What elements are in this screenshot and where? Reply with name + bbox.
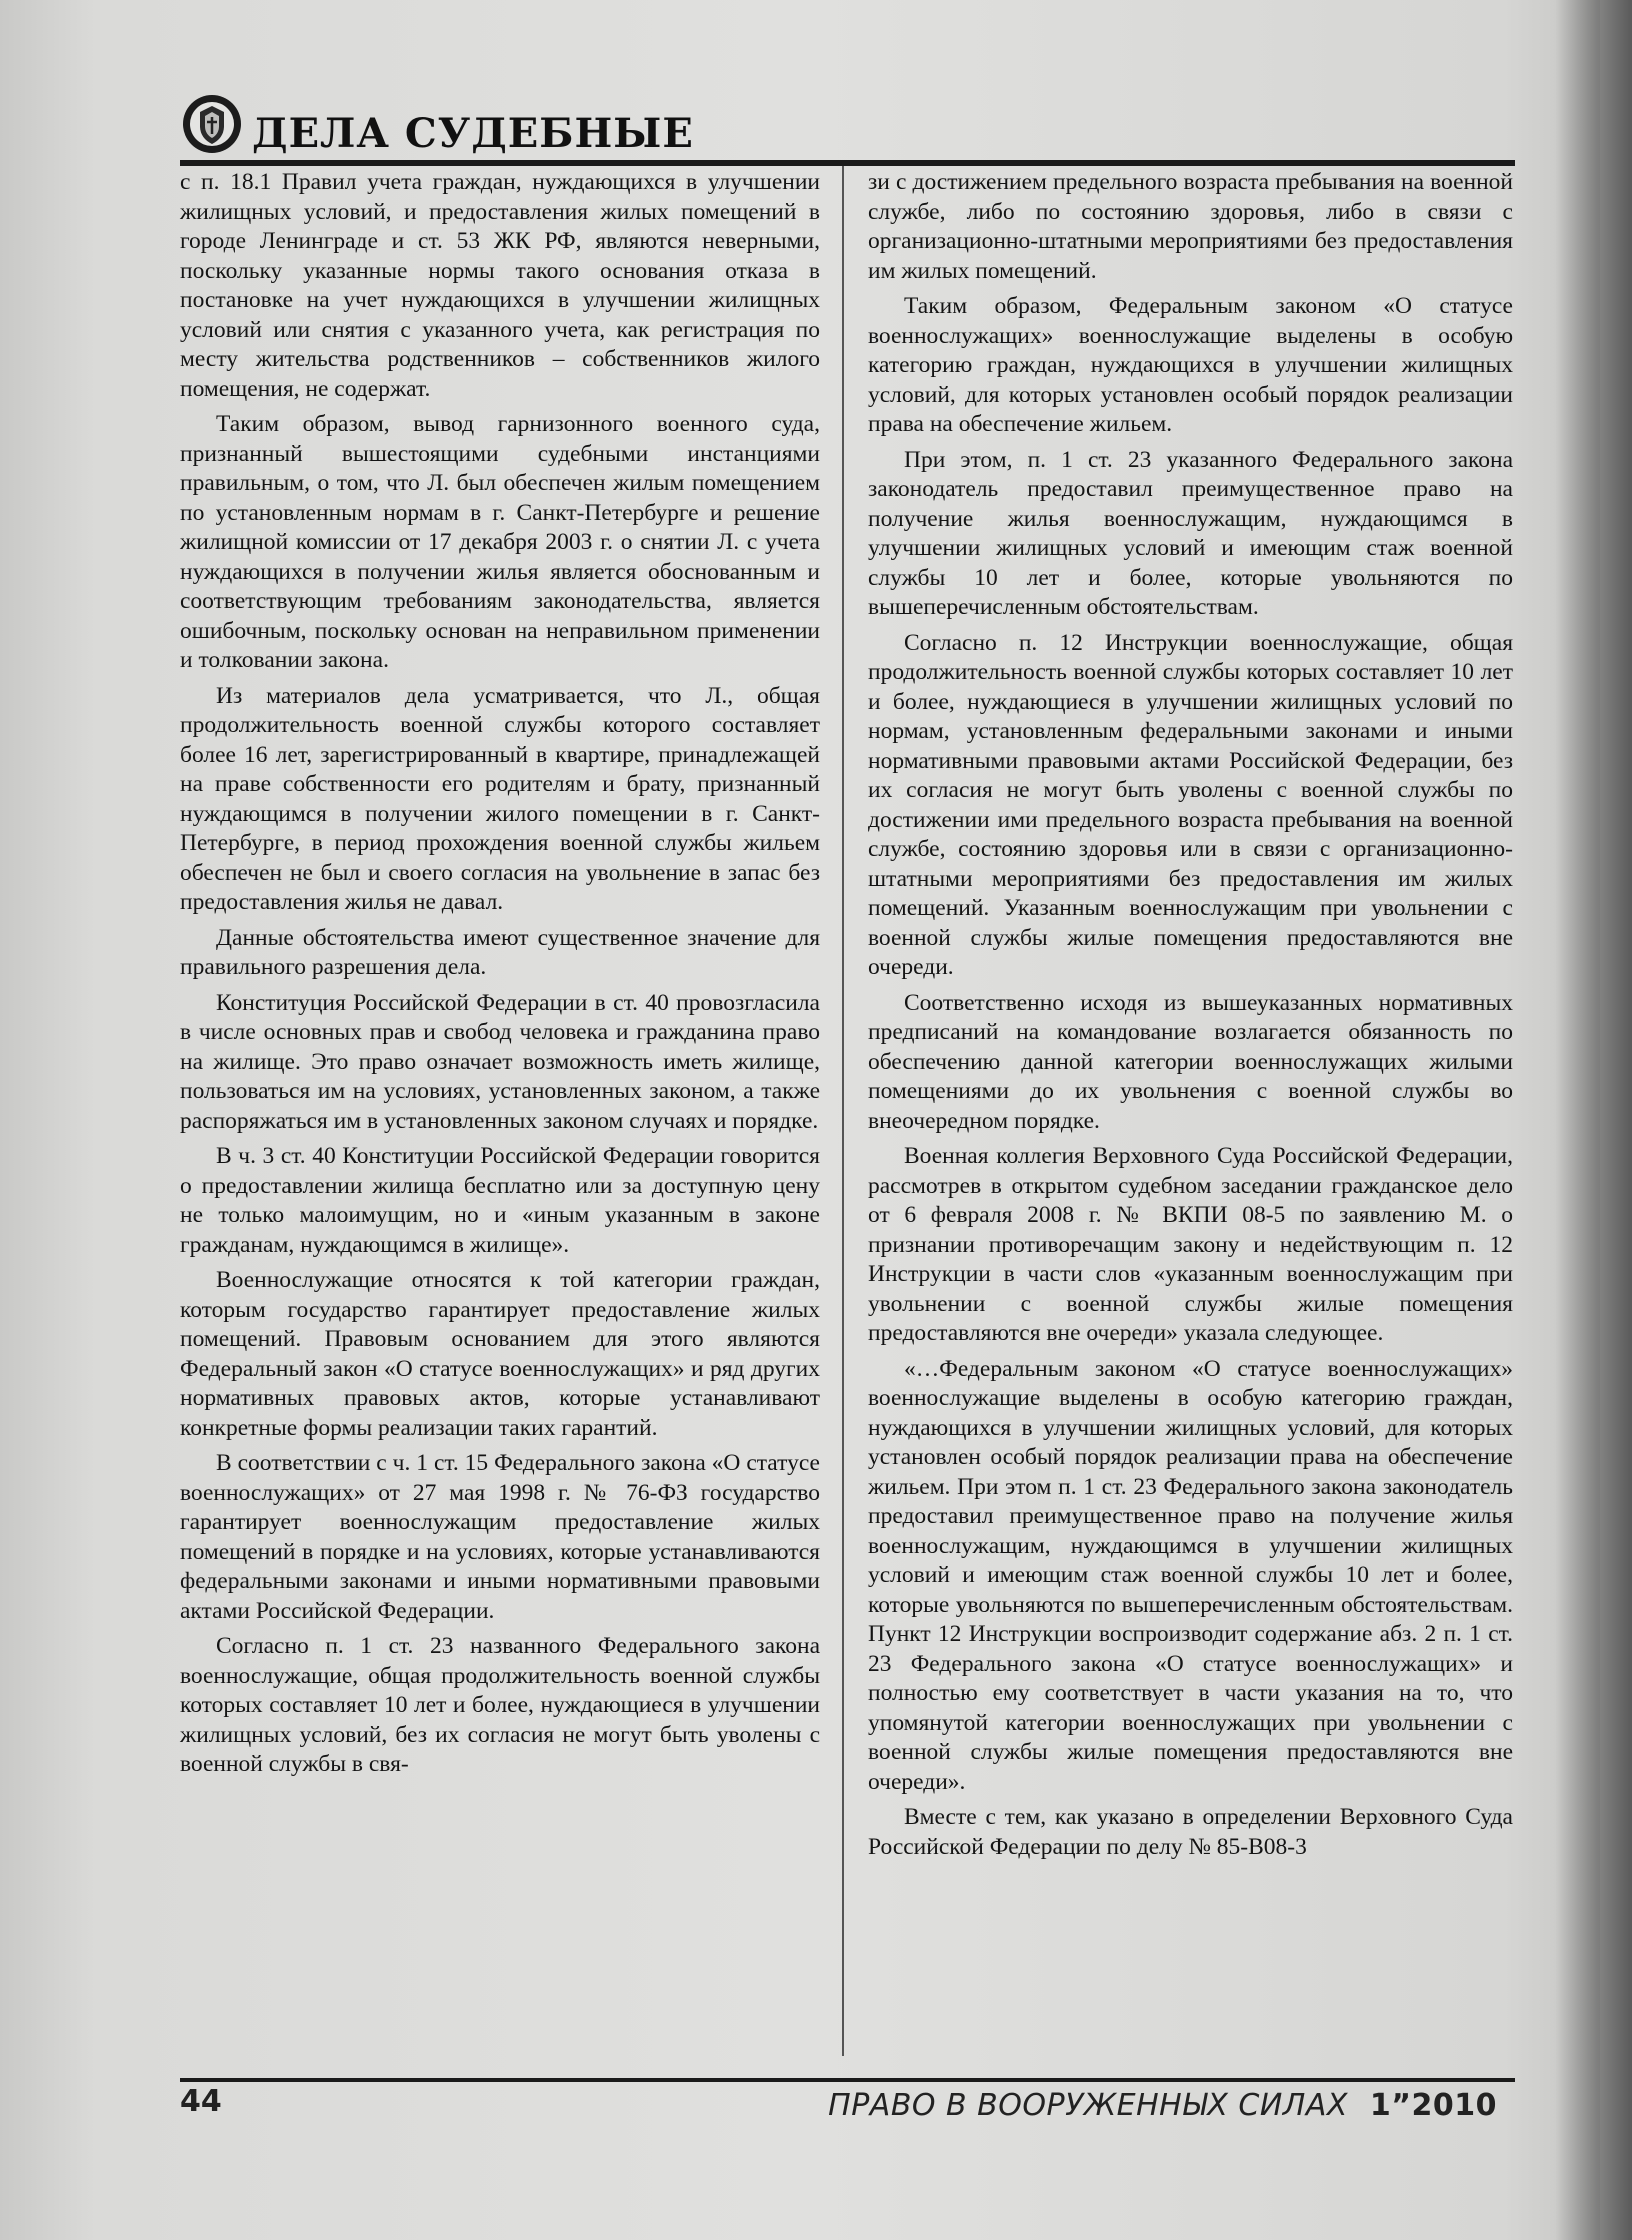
paragraph: Соответственно исходя из вышеуказанных нормативных предписаний на командование возлагается обязанность по обеспечению данной категории военнослужащих жилыми помещениями до их увольнения с военной службы во внеочередном порядке.	[868, 989, 1513, 1134]
paragraph: Вместе с тем, как указано в определении Верховного Суда Российской Федерации по делу № 85-В08-3	[868, 1804, 1513, 1860]
right-column	[868, 168, 1513, 1868]
section-header	[180, 92, 1515, 162]
paragraph: Согласно п. 1 ст. 23 названного Федерального закона военнослужащие, общая продолжительность военной службы которых составляет 10 лет и более, нуждающиеся в улучшении жилищных условий, без их согласия не могут быть уволены с военной службы в свя-	[180, 1633, 820, 1777]
paragraph: Таким образом, Федеральным законом «О статусе военнослужащих» военнослужащие выделены в особую категорию граждан, нуждающихся в улучшении жилищных условий, для которых установлен особый порядок реализации права на обеспечение жильем.	[868, 293, 1513, 437]
footer-rule	[180, 2078, 1515, 2082]
paragraph: «…Федеральным законом «О статусе военнослужащих» военнослужащие выделены в особую категорию граждан, нуждающихся в улучшении жилищных условий, для которых установлен особый порядок реализации права на обеспечение жильем. При этом п. 1 ст. 23 Федерального закона законодатель предоставил преимущественное право на получение жилья военнослужащим, нуждающимся в улучшении жилищных условий и имеющим стаж военной службы 10 лет и более, которые увольняются по вышеперечисленным обстоятельствам. Пункт 12 Инструкции воспроизводит содержание абз. 2 п. 1 ст. 23 Федерального закона «О статусе военнослужащих» и полностью ему соответствует в части указания на то, что упомянутой категории военнослужащих при увольнении с военной службы жилые помещения предоставляются вне очереди».	[868, 1355, 1513, 1795]
issue-number: 1”2010	[1369, 2088, 1497, 2123]
paragraph: Данные обстоятельства имеют существенное значение для правильного разрешения дела.	[180, 924, 820, 980]
paragraph: Военная коллегия Верховного Суда Российской Федерации, рассмотрев в открытом судебном заседании гражданское дело от 6 февраля 2008 г. № ВКПИ 08-5 по заявлению М. о признании противоречащим закону и недействующим п. 12 Инструкции в части слов «указанным военнослужащим при увольнении с военной службы жилые помещения предоставляются вне очереди» указала следующее.	[868, 1143, 1513, 1346]
emblem-icon	[180, 92, 244, 156]
column-divider	[842, 166, 844, 2056]
journal-title: ПРАВО В ВООРУЖЕННЫХ СИЛАХ	[828, 2088, 1348, 2123]
journal-footer	[828, 2088, 1497, 2123]
paragraph: При этом, п. 1 ст. 23 указанного Федерального закона законодатель предоставил преимущественное право на получение жилья военнослужащим, нуждающимся в улучшении жилищных условий и имеющим стаж военной службы 10 лет и более, которые увольняются по вышеперечисленным обстоятельствам.	[868, 446, 1513, 620]
paragraph: Конституция Российской Федерации в ст. 40 провозгласила в числе основных прав и свобод человека и гражданина право на жилище. Это право означает возможность иметь жилище, пользоваться им на условиях, установленных законом, а также распоряжаться им в установленных законом случаях и порядке.	[180, 989, 820, 1134]
paragraph: Согласно п. 12 Инструкции военнослужащие, общая продолжительность военной службы которых составляет 10 лет и более, нуждающиеся в улучшении жилищных условий по нормам, установленным федеральными законами и иными нормативными правовыми актами Российской Федерации, без их согласия не могут быть уволены с военной службы по достижении ими предельного возраста пребывания на военной службе, состоянию здоровья или в связи с организационно-штатными мероприятиями без предоставления им жилых помещений. Указанным военнослужащим при увольнении с военной службы жилые помещения предоставляются вне очереди.	[868, 629, 1513, 980]
paragraph: с п. 18.1 Правил учета граждан, нуждающихся в улучшении жилищных условий, и предоставления жилых помещений в городе Ленинграде и ст. 53 ЖК РФ, являются неверными, поскольку указанные нормы такого основания отказа в постановке на учет нуждающихся в улучшении жилищных условий или снятия с указанного учета, как регистрация по месту жительства родственников – собственников жилого помещения, не содержат.	[180, 169, 820, 402]
paragraph: Таким образом, вывод гарнизонного военного суда, признанный вышестоящими судебными инстанциями правильным, о том, что Л. был обеспечен жилым помещением по установленным нормам в г. Санкт-Петербурге и решение жилищной комиссии от 17 декабря 2003 г. о снятии Л. с учета нуждающихся в получении жилья является обоснованным и соответствующим требованиям законодательства, является ошибочным, поскольку основан на неправильном применении и толковании закона.	[180, 411, 820, 673]
paragraph: В соответствии с ч. 1 ст. 15 Федерального закона «О статусе военнослужащих» от 27 мая 1998 г. № 76-ФЗ государство гарантирует военнослужащим предоставление жилых помещений в порядке и на условиях, которые устанавливаются федеральными законами и иными нормативными правовыми актами Российской Федерации.	[180, 1450, 820, 1624]
section-title: ДЕЛА СУДЕБНЫЕ	[252, 110, 694, 157]
paragraph: Из материалов дела усматривается, что Л., общая продолжительность военной службы которого составляет более 16 лет, зарегистрированный в квартире, принадлежащей на праве собственности его родителям и брату, признанный нуждающимся в получении жилого помещении в г. Санкт-Петербурге, в период прохождения военной службы жильем обеспечен не был и своего согласия на увольнение в запас без предоставления жилья не давал.	[180, 682, 820, 915]
paragraph: зи с достижением предельного возраста пребывания на военной службе, либо по состоянию здоровья, либо в связи с организационно-штатными мероприятиями без предоставления им жилых помещений.	[868, 169, 1513, 284]
page-number: 44	[180, 2084, 222, 2119]
left-column	[180, 168, 820, 1786]
page-edge-shadow	[1555, 0, 1632, 2240]
paragraph: В ч. 3 ст. 40 Конституции Российской Федерации говорится о предоставлении жилища бесплатно или за доступную цену не только малоимущим, но и «иным указанным в законе гражданам, нуждающимся в жилище».	[180, 1143, 820, 1258]
paragraph: Военнослужащие относятся к той категории граждан, которым государство гарантирует предоставление жилых помещений. Правовым основанием для этого являются Федеральный закон «О статусе военнослужащих» и ряд других нормативных правовых актов, которые устанавливают конкретные формы реализации таких гарантий.	[180, 1267, 820, 1441]
header-rule	[180, 160, 1515, 166]
